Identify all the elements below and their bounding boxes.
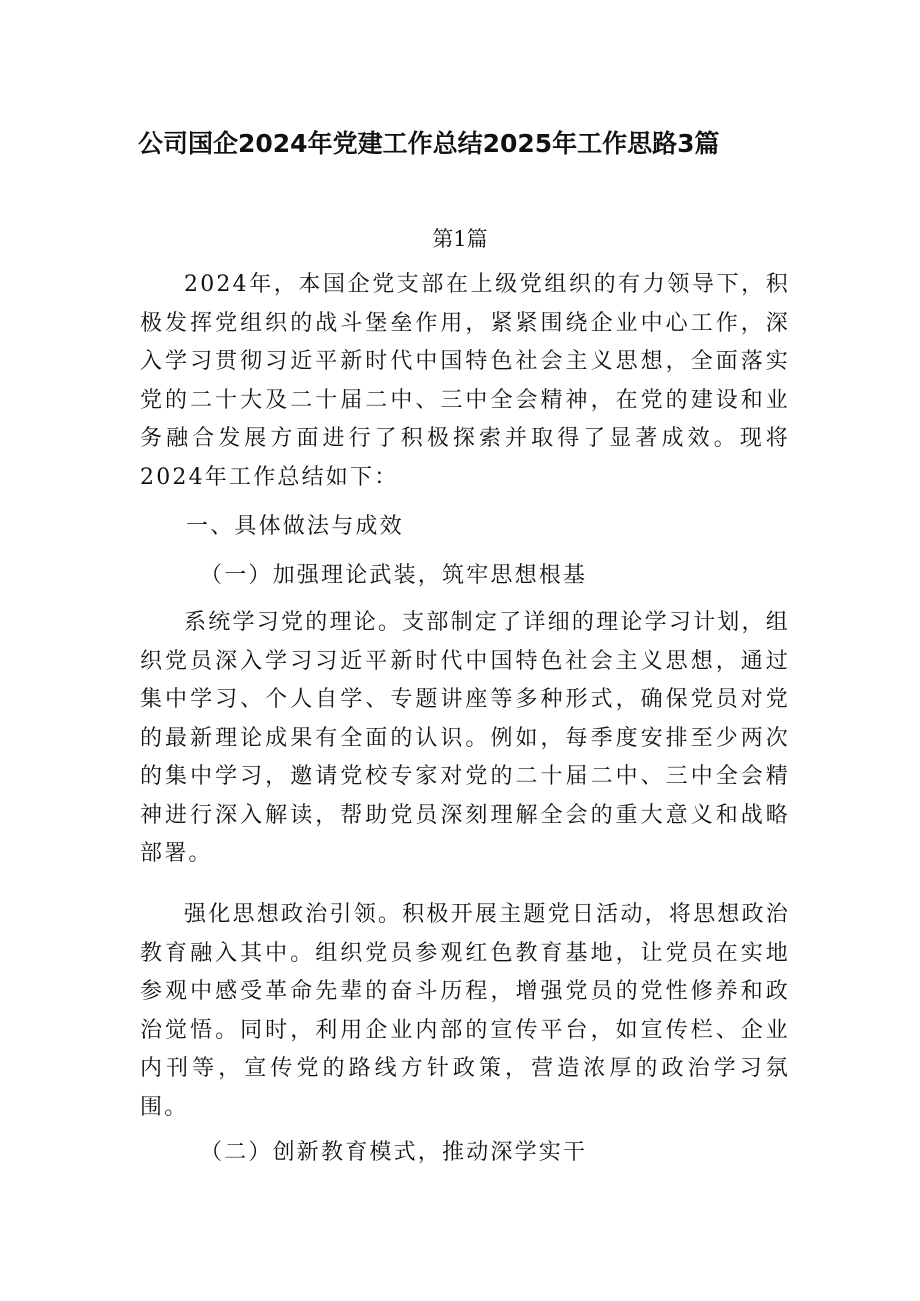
- subsection-heading-1: （一）加强理论武装，筑牢思想根基: [200, 563, 588, 588]
- article-number: 第1篇: [432, 227, 488, 251]
- document-title: 公司国企2024年党建工作总结2025年工作思路3篇: [138, 129, 720, 158]
- section-heading: 一、具体做法与成效: [186, 514, 404, 539]
- ideology-block: [140, 896, 790, 1127]
- subsection-heading-2: （二）创新教育模式，推动深学实干: [200, 1140, 588, 1165]
- intro-block: [140, 266, 790, 497]
- paragraph-ideology: 强化思想政治引领。积极开展主题党日活动，将思想政治教育融入其中。组织党员参观红色教育基地，让党员在实地参观中感受革命先辈的奋斗历程，增强党员的党性修养和政治觉悟。同时，利用企业内部的宣传平台，如宣传栏、企业内刊等，宣传党的路线方针政策，营造浓厚的政治学习氛围。: [140, 902, 790, 1120]
- paragraph-theory: 系统学习党的理论。支部制定了详细的理论学习计划，组织党员深入学习习近平新时代中国特色社会主义思想，通过集中学习、个人自学、专题讲座等多种形式，确保党员对党的最新理论成果有全面的认识。例如，每季度安排至少两次的集中学习，邀请党校专家对党的二十届二中、三中全会精神进行深入解读，帮助党员深刻理解全会的重大意义和战略部署。: [140, 610, 790, 866]
- theory-block: [140, 604, 790, 874]
- intro-paragraph: 2024年，本国企党支部在上级党组织的有力领导下，积极发挥党组织的战斗堡垒作用，紧紧围绕企业中心工作，深入学习贯彻习近平新时代中国特色社会主义思想，全面落实党的二十大及二十届二中、三中全会精神，在党的建设和业务融合发展方面进行了积极探索并取得了显著成效。现将2024年工作总结如下：: [140, 272, 790, 490]
